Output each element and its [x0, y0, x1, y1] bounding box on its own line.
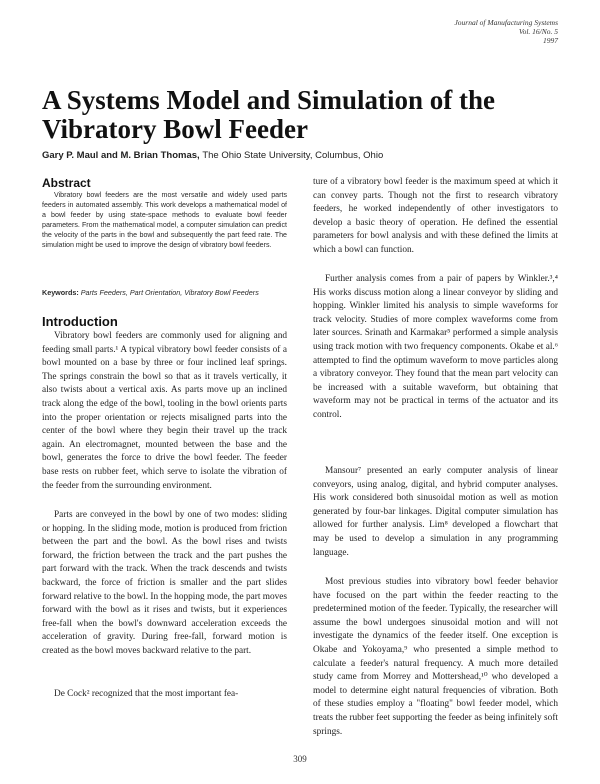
journal-volume: Vol. 16/No. 5	[518, 27, 558, 36]
abstract-heading: Abstract	[42, 176, 91, 190]
keywords-text: Parts Feeders, Part Orientation, Vibratory Bowl Feeders	[80, 288, 259, 297]
intro-paragraph-3: De Cock² recognized that the most important fea-	[54, 689, 239, 699]
page-number: 309	[293, 754, 307, 764]
introduction-body	[42, 330, 287, 702]
body-paragraph-3: Mansour⁷ presented an early computer analysis of linear conveyors, using analog, digital, and hybrid computer analyses. His work considered both sinusoidal motion as well as motion generated by four-bar linkages. Digital computer simulation has allowed for further analysis. Lim⁸ developed a flowchart that may be used to develop a simulation in any programming language.	[313, 466, 558, 558]
right-column	[313, 176, 558, 740]
journal-header	[454, 18, 558, 45]
journal-name: Journal of Manufacturing Systems	[454, 18, 558, 27]
author-affiliation: The Ohio State University, Columbus, Ohio	[202, 150, 384, 161]
journal-year: 1997	[543, 36, 558, 45]
intro-paragraph-2: Parts are conveyed in the bowl by one of two modes: sliding or hopping. In the sliding mode, motion is produced from friction between the part and the bowl. As the bowl rises and twists forward, the friction between the track and the part pushes the part forward with the track. When the track descends and twists backward, the force of friction is smaller and the part slides forward relative to the bowl. In the hopping mode, the part moves forward with the bowl as it rises and twists, but it experiences free-fall when the bowl's downward acceleration exceeds the acceleration of gravity. During free-fall, forward motion is created as the bowl moves backward relative to the part.	[42, 510, 287, 656]
keywords	[42, 288, 287, 298]
introduction-heading: Introduction	[42, 314, 118, 329]
abstract-text: Vibratory bowl feeders are the most versatile and widely used parts feeders in automated assembly. This work develops a mathematical model of a bowl feeder by using state-space methods to evaluate bowl feeder parameters. From the mathematical model, a computer simulation can predict the velocity of the parts in the bowl and subsequently the part feed rate. The simulation might be used to improve the design of vibratory bowl feeders.	[42, 191, 287, 249]
keywords-label: Keywords:	[42, 288, 79, 297]
paper-title: A Systems Model and Simulation of the Vibratory Bowl Feeder	[42, 85, 496, 144]
body-paragraph-2: Further analysis comes from a pair of papers by Winkler.³,⁴ His works discuss motion along a linear conveyor by sliding and hopping. Winkler limited his analysis to simple waveforms for track velocity. Studies of more complex waveforms come from later sources. Srinath and Karmakar⁵ performed a simple analysis using track motion with two frequency components. Okabe et al.⁶ attempted to find the optimum waveform to move particles along a vibratory conveyor. They found that the mean part velocity can be increased with a suitable waveform, but obtaining that waveform may not be practical in terms of the actuator and its control.	[313, 274, 558, 420]
right-column-body	[313, 176, 558, 740]
author-line	[42, 150, 562, 161]
body-paragraph-1: ture of a vibratory bowl feeder is the maximum speed at which it can convey parts. Though not the first to research vibratory feeders, he worked independently of other investigators to develop a basic theory of operation. He defined the essential parameters for bowl analysis and with these defined the limits at which a bowl can function.	[313, 177, 558, 255]
left-column	[42, 176, 287, 702]
body-paragraph-4: Most previous studies into vibratory bowl feeder behavior have focused on the part within the feeder reacting to the predetermined motion of the feeder. Typically, the researcher will assume the bowl undergoes sinusoidal motion and will not investigate the dynamics of the feeder itself. One exception is Okabe and Yokoyama,⁹ who presented a simple method to calculate a feeder's natural frequency. A much more detailed study came from Morrey and Mottershead,¹⁰ who developed a model to determine eight natural frequencies of vibration. Both of these studies employ a "floating" bowl feeder model, which treats the rubber feet supporting the feeder as being infinitely soft springs.	[313, 577, 558, 737]
intro-paragraph-1: Vibratory bowl feeders are commonly used for aligning and feeding small parts.¹ A typical vibratory bowl feeder consists of a bowl mounted on a base by three or four inclined leaf springs. The springs constrain the bowl so that as it travels vertically, it also twists about a vertical axis. As parts move up an inclined track along the edge of the bowl, tooling in the bowl orients parts into the proper orientation or rejects misaligned parts into the center of the bowl where they begin their travel up the track again. An electromagnet, mounted between the base and the bowl, generates the force to drive the bowl feeder. The feeder base rests on rubber feet, which serve to isolate the vibration of the feeder from the surrounding environment.	[42, 331, 287, 491]
author-names: Gary P. Maul and M. Brian Thomas,	[42, 150, 200, 161]
